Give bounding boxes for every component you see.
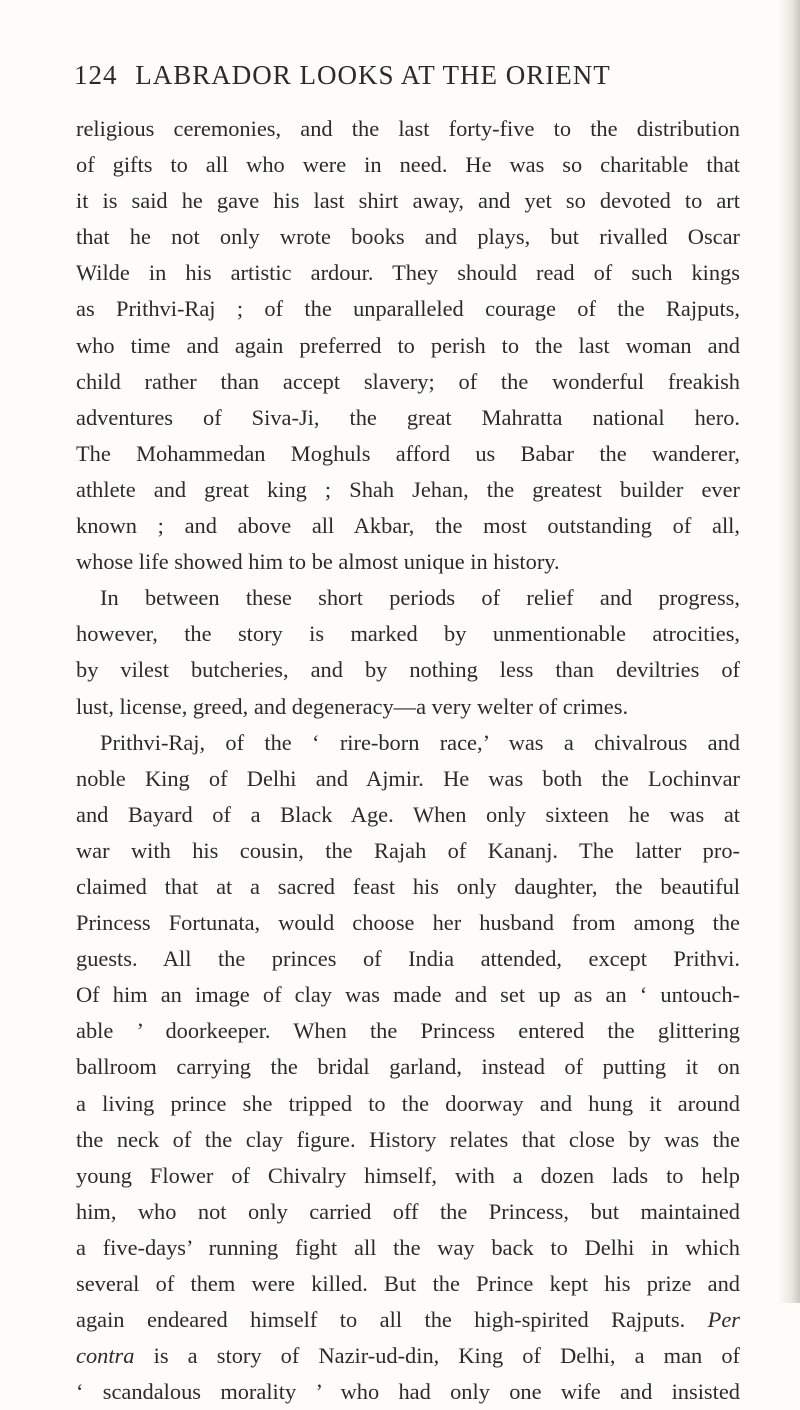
running-header xyxy=(74,60,611,91)
text-line: several of them were killed. But the Prince kept his prize and xyxy=(76,1271,740,1296)
paragraph-end-line: whose life showed him to be almost unique in history. xyxy=(76,549,560,575)
text-line: Of him an image of clay was made and set up as an ‘ untouch- xyxy=(76,982,740,1008)
text-line: Wilde in his artistic ardour. They should read of such kings xyxy=(76,260,740,286)
text-line: however, the story is marked by unmentionable atrocities, xyxy=(76,621,740,647)
page-edge-shadow xyxy=(778,0,800,1303)
line-text: is a story of Nazir-ud-din, King of Delhi, a man of xyxy=(153,1343,740,1369)
paragraph-start-line: Prithvi-Raj, of the ‘ rire-born race,’ was a chivalrous and xyxy=(100,729,740,755)
text-line: claimed that at a sacred feast his only daughter, the beautiful xyxy=(76,873,740,899)
text-line: a five-days’ running fight all the way back to Delhi in which xyxy=(76,1234,740,1260)
text-line: ‘ scandalous morality ’ who had only one wife and insisted xyxy=(76,1379,740,1405)
text-line: by vilest butcheries, and by nothing less than deviltries of xyxy=(76,657,740,683)
text-line: known ; and above all Akbar, the most outstanding of all, xyxy=(76,513,740,539)
text-line: The Mohammedan Moghuls afford us Babar the wanderer, xyxy=(76,440,740,466)
text-line: adventures of Siva-Ji, the great Mahratta national hero. xyxy=(76,404,740,430)
text-line: war with his cousin, the Rajah of Kananj. The latter pro- xyxy=(76,837,740,863)
text-line: young Flower of Chivalry himself, with a dozen lads to help xyxy=(76,1162,740,1188)
text-line: that he not only wrote books and plays, but rivalled Oscar xyxy=(76,224,740,250)
text-line: child rather than accept slavery; of the wonderful freakish xyxy=(76,368,740,394)
text-line: of gifts to all who were in need. He was so charitable that xyxy=(76,152,740,178)
running-title: LABRADOR LOOKS AT THE ORIENT xyxy=(135,60,611,90)
text-line: who time and again preferred to perish to the last woman and xyxy=(76,332,740,358)
text-line: him, who not only carried off the Princess, but maintained xyxy=(76,1198,740,1224)
italic-phrase: contra xyxy=(76,1343,135,1369)
text-line: a living prince she tripped to the doorway and hung it around xyxy=(76,1090,740,1116)
line-text: again endeared himself to all the high-spirited Rajputs. xyxy=(76,1307,686,1333)
text-line: and Bayard of a Black Age. When only sixteen he was at xyxy=(76,801,740,827)
paragraph-start-line: In between these short periods of relief and progress, xyxy=(100,585,740,611)
text-line: athlete and great king ; Shah Jehan, the greatest builder ever xyxy=(76,476,740,502)
paragraph-end-line: lust, license, greed, and degeneracy—a very welter of crimes. xyxy=(76,693,629,719)
body-text xyxy=(76,111,740,1410)
text-line: noble King of Delhi and Ajmir. He was both the Lochinvar xyxy=(76,765,740,791)
page-number: 124 xyxy=(74,60,118,90)
text-line: as Prithvi-Raj ; of the unparalleled courage of the Rajputs, xyxy=(76,296,740,322)
text-line: guests. All the princes of India attended, except Prithvi. xyxy=(76,946,740,972)
text-line: the neck of the clay figure. History relates that close by was the xyxy=(76,1126,740,1152)
italic-phrase: Per xyxy=(707,1307,740,1333)
text-line: ballroom carrying the bridal garland, instead of putting it on xyxy=(76,1054,740,1080)
text-line: religious ceremonies, and the last forty-five to the distribution xyxy=(76,116,740,141)
text-line-with-italic xyxy=(76,1338,740,1374)
text-line: able ’ doorkeeper. When the Princess entered the glittering xyxy=(76,1018,740,1044)
text-line: Princess Fortunata, would choose her husband from among the xyxy=(76,910,740,936)
text-line: it is said he gave his last shirt away, and yet so devoted to art xyxy=(76,188,740,214)
text-line-with-italic xyxy=(76,1302,740,1338)
